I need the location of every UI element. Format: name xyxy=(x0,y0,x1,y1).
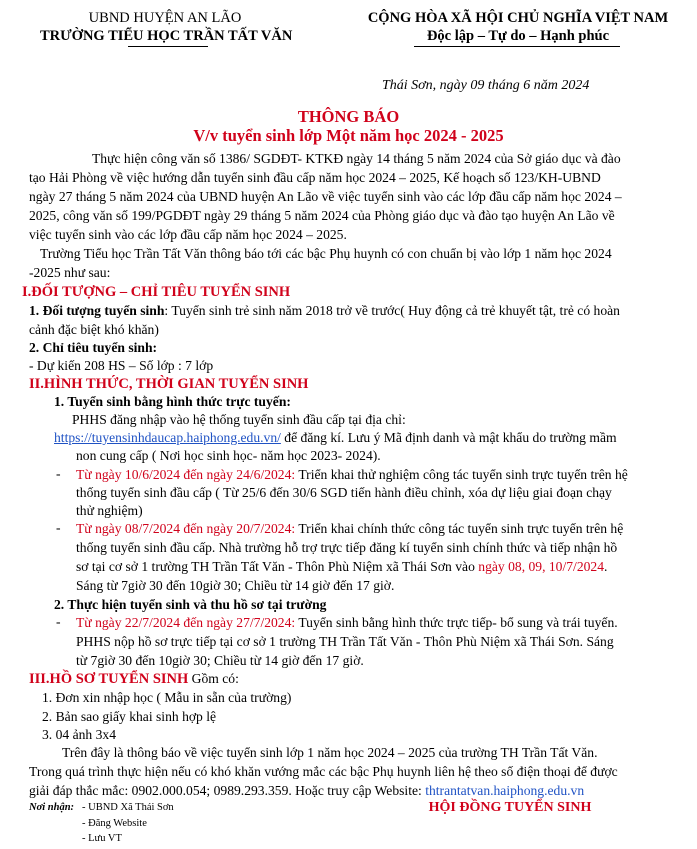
intro-line-5: việc tuyển sinh vào các lớp đầu cấp năm học 2024 – 2025. xyxy=(29,227,347,242)
bullet3-text1: Tuyển sinh bằng hình thức trực tiếp- bổ sung và trái tuyến. xyxy=(295,615,618,630)
closing-line-3 xyxy=(29,782,584,800)
intro2-line-1: Trường Tiểu học Trần Tất Văn thông báo tới các bậc Phụ huynh có con chuẩn bị vào lớp 1 năm học 2024 xyxy=(40,246,612,261)
bullet1-line3: thử nghiệm) xyxy=(76,503,143,518)
bullet3-line3: từ 7giờ 30 đến 10giờ 30; Chiều từ 14 giờ đến 17 giờ. xyxy=(76,653,364,668)
bullet2-text3: sơ tại cơ sở 1 trường TH Trần Tất Văn - Thôn Phù Niệm xã Thái Sơn vào xyxy=(76,559,479,574)
closing-line-2: Trong quá trình thực hiện nếu có khó khăn vướng mắc các bậc Phụ huynh liên hệ theo số điện thoại để được xyxy=(29,764,618,779)
bullet1-text1: Triển khai thử nghiệm công tác tuyển sinh trực tuyến trên hệ xyxy=(295,467,628,482)
section2-sub2: 2. Thực hiện tuyển sinh và thu hồ sơ tại trường xyxy=(54,597,327,612)
section1-item1-label: 1. Đối tượng tuyển sinh xyxy=(29,303,165,318)
bullet-dash-2: - xyxy=(56,520,61,535)
section3-heading-line xyxy=(29,670,239,688)
section3-item-2: 2. Bản sao giấy khai sinh hợp lệ xyxy=(42,709,217,724)
bullet2-line1 xyxy=(76,520,623,538)
bullet-dash-3: - xyxy=(56,614,61,629)
section3-item-3: 3. 04 ảnh 3x4 xyxy=(42,727,117,742)
section1-item1-text: : Tuyển sinh trẻ sinh năm 2018 trở về trước( Huy động cả trẻ khuyết tật, trẻ có hoàn xyxy=(164,303,620,318)
bullet1-line2: thống tuyển sinh đầu cấp ( Từ 25/6 đến 30/6 SGD tiến hành điều chỉnh, xóa dự liệu giai đoạn chạy xyxy=(76,485,612,500)
bullet2-line3 xyxy=(76,558,607,576)
section2-sub1-p2: non cung cấp ( Nơi học sinh học- năm học 2023- 2024). xyxy=(76,448,381,463)
signature-title: HỘI ĐỒNG TUYỂN SINH xyxy=(428,800,592,815)
header-right-underline xyxy=(414,46,620,47)
closing-text-3: giải đáp thắc mắc: 0902.000.054; 0989.293.359. Hoặc truy cập Website: xyxy=(29,783,426,798)
recipient-3: - Lưu VT xyxy=(82,833,122,844)
notice-title: THÔNG BÁO xyxy=(297,107,400,126)
bullet-dash-1: - xyxy=(56,466,61,481)
section1-item2-label: 2. Chỉ tiêu tuyển sinh: xyxy=(29,340,158,355)
section2-sub1-p1: PHHS đăng nhập vào hệ thống tuyển sinh đầu cấp tại địa chỉ: xyxy=(72,412,406,427)
section2-link-line xyxy=(54,429,617,447)
bullet2-date: Từ ngày 08/7/2024 đến ngày 20/7/2024: xyxy=(76,521,296,536)
section1-item1 xyxy=(29,302,620,320)
bullet1-date: Từ ngày 10/6/2024 đến ngày 24/6/2024: xyxy=(76,467,296,482)
bullet2-line4: Sáng từ 7giờ 30 đến 10giờ 30; Chiều từ 14 giờ đến 17 giờ. xyxy=(76,578,395,593)
header-right-line2: Độc lập – Tự do – Hạnh phúc xyxy=(426,28,610,44)
section3-heading-after: Gồm có: xyxy=(188,671,239,686)
intro-line-2: tạo Hải Phòng về việc hướng dẫn tuyển sinh đầu cấp năm học 2024 – 2025, Kế hoạch số 123/KH-UBND xyxy=(29,170,601,185)
bullet2-text3-end: . xyxy=(604,559,608,574)
registration-link-after: để đăng kí. Lưu ý Mã định danh và mật khẩu do trường mầm xyxy=(280,430,617,445)
intro-line-3: ngày 27 tháng 5 năm 2024 của UBND huyện An Lão về việc tuyển sinh vào các lớp đầu cấp năm học 2024 – xyxy=(29,189,622,204)
bullet2-dates: ngày 08, 09, 10/7/2024 xyxy=(478,559,605,574)
recipient-1: - UBND Xã Thái Sơn xyxy=(82,802,174,813)
section1-item1-cont: cảnh đặc biệt khó khăn) xyxy=(29,322,159,337)
notice-subtitle: V/v tuyển sinh lớp Một năm học 2024 - 2025 xyxy=(193,126,504,145)
section3-item-1: 1. Đơn xin nhập học ( Mẫu in sẵn của trường) xyxy=(42,690,292,705)
intro-line-4: 2025, công văn số 199/PGDĐT ngày 29 tháng 5 năm 2024 của Phòng giáo dục và đào tạo huyện An Lão về xyxy=(29,208,615,223)
section3-heading: III.HỒ SƠ TUYỂN SINH xyxy=(29,671,189,687)
recipients-label: Nơi nhận: xyxy=(29,802,75,813)
school-website-link[interactable]: thtrantatvan.haiphong.edu.vn xyxy=(425,783,585,798)
recipient-2: - Đăng Website xyxy=(82,818,147,829)
intro-line-1: Thực hiện công văn số 1386/ SGDĐT- KTKĐ ngày 14 tháng 5 năm 2024 của Sở giáo dục và đào xyxy=(92,151,621,166)
document-date: Thái Sơn, ngày 09 tháng 6 năm 2024 xyxy=(382,78,590,93)
bullet3-date: Từ ngày 22/7/2024 đến ngày 27/7/2024: xyxy=(76,615,296,630)
bullet3-line2: PHHS nộp hồ sơ trực tiếp tại cơ sở 1 trường TH Trần Tất Văn - Thôn Phù Niệm xã Thái Sơn. Sáng xyxy=(76,634,614,649)
bullet2-text1: Triển khai chính thức công tác tuyển sinh trực tuyến trên hệ xyxy=(295,521,624,536)
closing-line-1: Trên đây là thông báo về việc tuyển sinh lớp 1 năm học 2024 – 2025 của trường TH Trần Tất Văn. xyxy=(62,745,598,760)
section2-sub1: 1. Tuyển sinh bằng hình thức trực tuyến: xyxy=(54,394,291,409)
bullet2-line2: thống tuyển sinh đầu cấp. Nhà trường hỗ trợ trực tiếp đăng kí tuyển sinh chính thức và tiếp nhận hồ xyxy=(76,540,618,555)
bullet1-line1 xyxy=(76,466,628,484)
header-left-underline xyxy=(128,46,208,47)
header-left-line1: UBND HUYỆN AN LÃO xyxy=(88,10,242,26)
registration-link[interactable]: https://tuyensinhdaucap.haiphong.edu.vn/ xyxy=(54,430,281,445)
header-right-line1: CỘNG HÒA XÃ HỘI CHỦ NGHĨA VIỆT NAM xyxy=(367,10,669,26)
bullet3-line1 xyxy=(76,614,618,632)
section1-heading: I.ĐỐI TƯỢNG – CHỈ TIÊU TUYỂN SINH xyxy=(22,284,291,300)
header-left-line2: TRƯỜNG TIỂU HỌC TRẦN TẤT VĂN xyxy=(40,28,293,44)
section2-heading: II.HÌNH THỨC, THỜI GIAN TUYỂN SINH xyxy=(29,376,309,392)
intro2-line-2: -2025 như sau: xyxy=(29,265,111,280)
section1-item2-text: - Dự kiến 208 HS – Số lớp : 7 lớp xyxy=(29,358,214,373)
